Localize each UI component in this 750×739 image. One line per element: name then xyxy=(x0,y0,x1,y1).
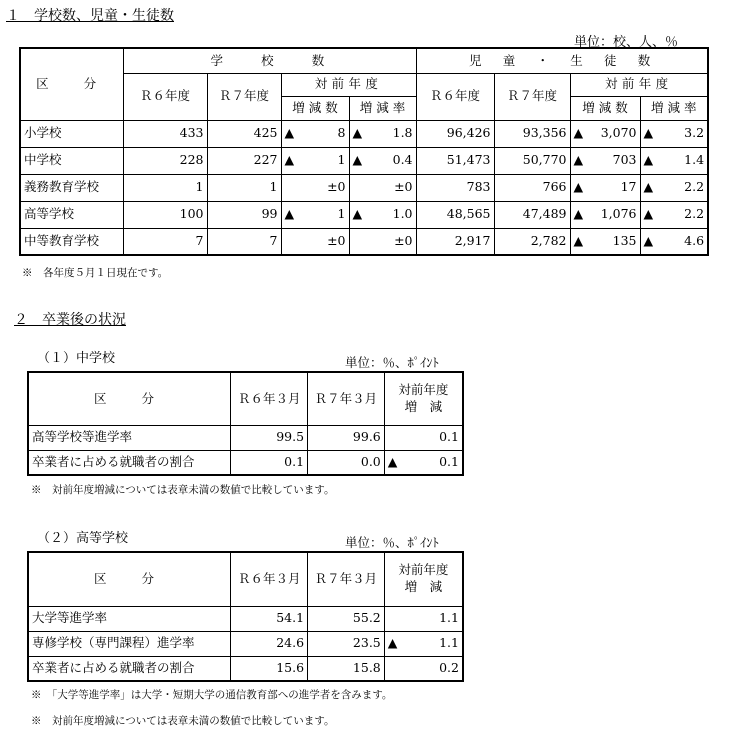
header-students-r7: Ｒ７年度 xyxy=(494,73,570,120)
header-schools-r7: Ｒ７年度 xyxy=(207,73,281,120)
section1-unit: 単位：校、人、％ xyxy=(574,35,679,50)
header-students-inc-rate: 増 減 率 xyxy=(640,96,708,120)
value-yoy xyxy=(384,450,463,475)
senior-subtitle: （２）高等学校 xyxy=(37,531,129,546)
students-inc-num-value: 135 xyxy=(612,233,637,248)
students-r6: 51,473 xyxy=(416,147,494,174)
students-inc-rate xyxy=(640,201,708,228)
header-schools-inc-num: 増 減 数 xyxy=(281,96,349,120)
students-r6: 96,426 xyxy=(416,120,494,147)
schools-inc-num-value: ±0 xyxy=(327,233,346,248)
decrease-mark: ▲ xyxy=(352,152,363,168)
schools-inc-rate-value: 1.8 xyxy=(392,125,413,141)
schools-r6: 100 xyxy=(123,201,207,228)
schools-inc-rate-value: 1.0 xyxy=(392,206,413,222)
value-r6: 0.1 xyxy=(231,450,308,475)
schools-inc-num-value: 1 xyxy=(337,152,346,168)
decrease-mark: ▲ xyxy=(643,206,654,222)
value-r7: 99.6 xyxy=(308,425,385,450)
decrease-mark: ▲ xyxy=(643,152,654,168)
senior-unit: 単位：％、ﾎﾟｲﾝﾄ xyxy=(345,535,439,550)
value-yoy xyxy=(384,606,463,631)
junior-header-r6: Ｒ６年３月 xyxy=(231,372,308,425)
section1-title: １ 学校数、児童・生徒数 xyxy=(6,8,174,24)
students-inc-rate xyxy=(640,120,708,147)
decrease-mark: ▲ xyxy=(643,179,654,195)
schools-inc-num xyxy=(281,147,349,174)
row-label: 大学等進学率 xyxy=(28,606,231,631)
header-students-yoy: 対前年度 xyxy=(570,73,708,96)
table-row xyxy=(20,147,708,174)
header-schools-r6: Ｒ６年度 xyxy=(123,73,207,120)
value-yoy-value: 0.1 xyxy=(439,429,459,445)
row-label: 卒業者に占める就職者の割合 xyxy=(28,656,231,681)
row-label: 小学校 xyxy=(20,120,123,147)
schools-inc-rate-value: ±0 xyxy=(394,233,413,248)
schools-inc-rate xyxy=(349,147,416,174)
schools-inc-rate xyxy=(349,201,416,228)
students-inc-rate-value: 4.6 xyxy=(684,233,705,248)
schools-inc-rate-value: ±0 xyxy=(394,179,413,195)
decrease-mark: ▲ xyxy=(352,206,363,222)
header-schools-inc-rate: 増 減 率 xyxy=(349,96,416,120)
senior-header-yoy xyxy=(384,552,463,606)
junior-subtitle: （１）中学校 xyxy=(37,351,116,366)
schools-r7: 227 xyxy=(207,147,281,174)
schools-inc-num xyxy=(281,201,349,228)
header-students-inc-num: 増 減 数 xyxy=(570,96,640,120)
table-row xyxy=(28,656,463,681)
junior-header-yoy-line2: 増 減 xyxy=(404,398,443,414)
table-row xyxy=(28,631,463,656)
students-inc-rate xyxy=(640,174,708,201)
value-yoy-value: 1.1 xyxy=(439,610,459,626)
schools-inc-rate xyxy=(349,120,416,147)
schools-inc-rate-value: 0.4 xyxy=(392,152,413,168)
decrease-mark: ▲ xyxy=(387,454,398,469)
students-inc-num-value: 3,070 xyxy=(600,125,637,141)
students-inc-num-value: 1,076 xyxy=(600,206,637,222)
schools-inc-num-value: 8 xyxy=(337,125,346,141)
schools-r6: 433 xyxy=(123,120,207,147)
value-yoy xyxy=(384,425,463,450)
senior-header-yoy-line1: 対前年度 xyxy=(398,562,449,578)
decrease-mark: ▲ xyxy=(573,206,584,222)
table-row xyxy=(28,450,463,475)
decrease-mark: ▲ xyxy=(573,125,584,141)
table-row xyxy=(20,174,708,201)
junior-header-r7: Ｒ７年３月 xyxy=(308,372,385,425)
students-r7: 766 xyxy=(494,174,570,201)
row-label: 中等教育学校 xyxy=(20,228,123,255)
students-r7: 50,770 xyxy=(494,147,570,174)
students-inc-num xyxy=(570,201,640,228)
value-yoy-value: 0.1 xyxy=(439,454,459,469)
row-label: 卒業者に占める就職者の割合 xyxy=(28,450,231,475)
decrease-mark: ▲ xyxy=(573,233,584,248)
students-r7: 2,782 xyxy=(494,228,570,255)
value-r7: 55.2 xyxy=(308,606,385,631)
value-r6: 15.6 xyxy=(231,656,308,681)
schools-r6: 228 xyxy=(123,147,207,174)
senior-table xyxy=(27,551,464,682)
schools-inc-rate xyxy=(349,228,416,255)
schools-inc-num-value: 1 xyxy=(337,206,346,222)
table-row xyxy=(20,120,708,147)
junior-table xyxy=(27,371,464,476)
decrease-mark: ▲ xyxy=(573,152,584,168)
row-label: 専修学校（専門課程）進学率 xyxy=(28,631,231,656)
students-inc-rate-value: 2.2 xyxy=(684,206,705,222)
decrease-mark: ▲ xyxy=(352,125,363,141)
row-label: 中学校 xyxy=(20,147,123,174)
value-yoy-value: 1.1 xyxy=(439,635,459,651)
school-stats-table xyxy=(19,47,709,256)
junior-unit: 単位：％、ﾎﾟｲﾝﾄ xyxy=(345,355,439,370)
decrease-mark: ▲ xyxy=(643,233,654,248)
header-schools: 学 校 数 xyxy=(123,48,416,73)
students-inc-num xyxy=(570,120,640,147)
decrease-mark: ▲ xyxy=(284,152,295,168)
senior-note-2: ※ 対前年度増減については表章未満の数値で比較しています。 xyxy=(31,715,335,727)
senior-header-yoy-line2: 増 減 xyxy=(404,579,443,595)
junior-note: ※ 対前年度増減については表章未満の数値で比較しています。 xyxy=(31,484,335,496)
row-label: 高等学校 xyxy=(20,201,123,228)
value-r7: 0.0 xyxy=(308,450,385,475)
decrease-mark: ▲ xyxy=(284,206,295,222)
schools-inc-num-value: ±0 xyxy=(327,179,346,195)
table-row xyxy=(20,201,708,228)
students-inc-rate xyxy=(640,147,708,174)
students-r7: 47,489 xyxy=(494,201,570,228)
value-yoy xyxy=(384,631,463,656)
schools-r7: 425 xyxy=(207,120,281,147)
section2-title: ２ 卒業後の状況 xyxy=(14,312,126,328)
decrease-mark: ▲ xyxy=(573,179,584,195)
decrease-mark: ▲ xyxy=(387,635,398,651)
students-inc-num-value: 17 xyxy=(620,179,637,195)
senior-header-category: 区 分 xyxy=(28,552,231,606)
students-r6: 48,565 xyxy=(416,201,494,228)
senior-header-r7: Ｒ７年３月 xyxy=(308,552,385,606)
header-students-r6: Ｒ６年度 xyxy=(416,73,494,120)
value-r6: 99.5 xyxy=(231,425,308,450)
students-inc-num-value: 703 xyxy=(612,152,637,168)
section1-note: ※ 各年度５月１日現在です。 xyxy=(22,267,169,279)
students-r6: 783 xyxy=(416,174,494,201)
schools-r7: 7 xyxy=(207,228,281,255)
value-r6: 24.6 xyxy=(231,631,308,656)
value-yoy-value: 0.2 xyxy=(439,660,459,675)
value-yoy xyxy=(384,656,463,681)
schools-inc-num xyxy=(281,174,349,201)
header-schools-yoy: 対前年度 xyxy=(281,73,416,96)
students-inc-num xyxy=(570,174,640,201)
schools-inc-num xyxy=(281,120,349,147)
students-r6: 2,917 xyxy=(416,228,494,255)
schools-inc-num xyxy=(281,228,349,255)
schools-r7: 1 xyxy=(207,174,281,201)
decrease-mark: ▲ xyxy=(284,125,295,141)
junior-header-yoy xyxy=(384,372,463,425)
junior-header-yoy-line1: 対前年度 xyxy=(398,381,449,397)
students-r7: 93,356 xyxy=(494,120,570,147)
table-row xyxy=(28,425,463,450)
schools-inc-rate xyxy=(349,174,416,201)
value-r7: 15.8 xyxy=(308,656,385,681)
value-r6: 54.1 xyxy=(231,606,308,631)
senior-note-1: ※ 「大学等進学率」は大学・短期大学の通信教育部への進学者を含みます。 xyxy=(31,689,393,701)
row-label: 高等学校等進学率 xyxy=(28,425,231,450)
students-inc-rate xyxy=(640,228,708,255)
row-label: 義務教育学校 xyxy=(20,174,123,201)
senior-header-r6: Ｒ６年３月 xyxy=(231,552,308,606)
header-category: 区 分 xyxy=(20,48,123,120)
schools-r7: 99 xyxy=(207,201,281,228)
header-students: 児 童 ・ 生 徒 数 xyxy=(416,48,708,73)
decrease-mark: ▲ xyxy=(643,125,654,141)
students-inc-rate-value: 2.2 xyxy=(684,179,705,195)
schools-r6: 7 xyxy=(123,228,207,255)
students-inc-num xyxy=(570,228,640,255)
students-inc-rate-value: 3.2 xyxy=(684,125,705,141)
junior-header-category: 区 分 xyxy=(28,372,231,425)
students-inc-rate-value: 1.4 xyxy=(684,152,705,168)
value-r7: 23.5 xyxy=(308,631,385,656)
students-inc-num xyxy=(570,147,640,174)
table-row xyxy=(20,228,708,255)
schools-r6: 1 xyxy=(123,174,207,201)
table-row xyxy=(28,606,463,631)
